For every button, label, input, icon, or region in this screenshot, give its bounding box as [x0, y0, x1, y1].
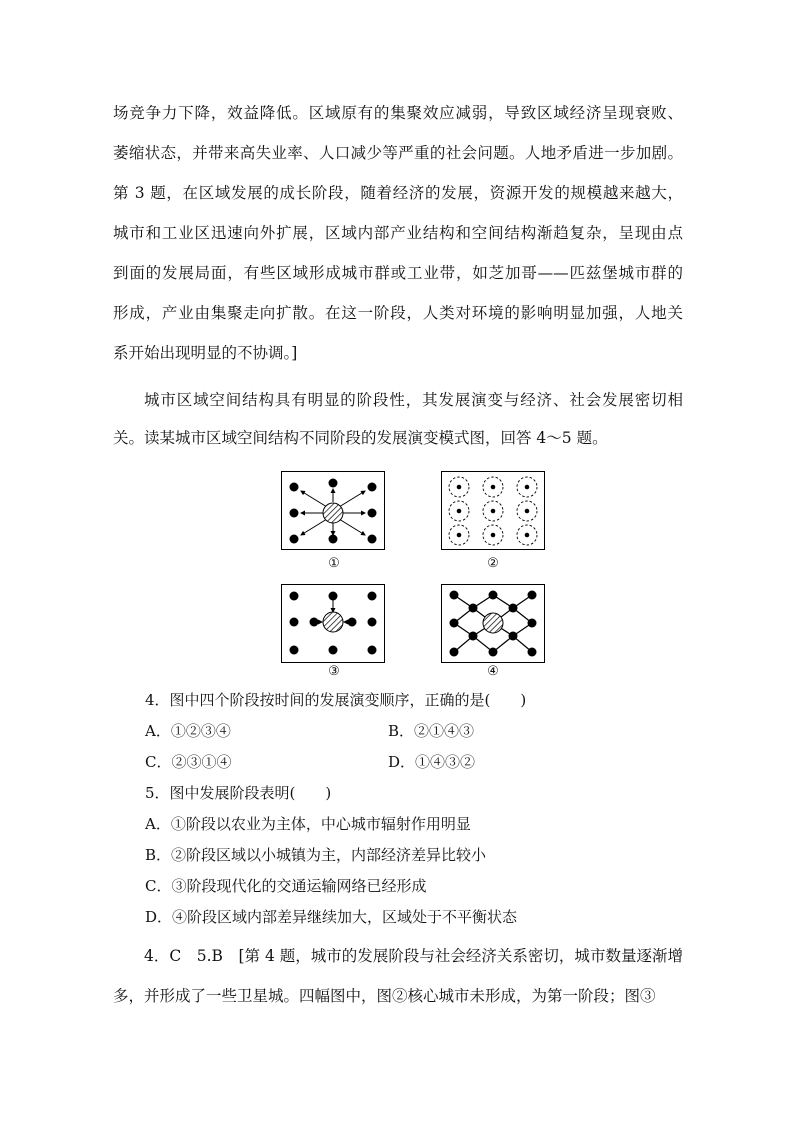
text-line: 场竞争力下降，效益降低。区域原有的集聚效应减弱，导致区域经济呈现衰败、: [113, 104, 683, 122]
text-line: 到面的发展局面，有些区域形成城市群或工业带，如芝加哥——匹兹堡城市群的: [113, 264, 683, 282]
text-line: 城市区域空间结构具有明显的阶段性，其发展演变与经济、社会发展密切相: [144, 391, 683, 409]
q5-option-d[interactable]: D．④阶段区域内部差异继续加大，区域处于不平衡状态: [145, 908, 518, 926]
q4-option-b[interactable]: B．②①④③: [388, 722, 475, 740]
question-5-stem: 5．图中发展阶段表明( ): [145, 784, 332, 802]
figure-label-1: ①: [328, 556, 340, 571]
text-line: 多，并形成了一些卫星城。四幅图中，图②核心城市未形成，为第一阶段；图③: [113, 987, 656, 1005]
q5-option-c[interactable]: C．③阶段现代化的交通运输网络已经形成: [145, 877, 427, 895]
figure-label-4: ④: [487, 664, 499, 679]
text-line: 第 3 题，在区域发展的成长阶段，随着经济的发展，资源开发的规模越来越大，: [113, 184, 683, 202]
question-4-stem: 4．图中四个阶段按时间的发展演变顺序，正确的是( ): [145, 691, 527, 709]
figure-label-2: ②: [487, 556, 499, 571]
diagram-stage-1: [281, 471, 385, 550]
text-line: 萎缩状态，并带来高失业率、人口减少等严重的社会问题。人地矛盾进一步加剧。: [113, 144, 683, 162]
diagram-stage-4: [441, 584, 545, 663]
question-intro: [113, 381, 683, 457]
q5-option-b[interactable]: B．②阶段区域以小城镇为主，内部经济差异比较小: [145, 846, 487, 864]
q5-option-a[interactable]: A．①阶段以农业为主体，中心城市辐射作用明显: [145, 815, 471, 833]
text-line: 系开始出现明显的不协调。]: [113, 344, 298, 362]
text-line: 4．C 5.B [第 4 题，城市的发展阶段与社会经济关系密切，城市数量逐渐增: [144, 947, 683, 965]
text-line: 关。读某城市区域空间结构不同阶段的发展演变模式图，回答 4～5 题。: [113, 429, 608, 447]
answer-explanation: [113, 936, 683, 1016]
diagram-stage-3: [281, 584, 385, 663]
q4-option-a[interactable]: A．①②③④: [145, 722, 231, 740]
q4-option-c[interactable]: C．②③①④: [145, 753, 232, 771]
text-line: 城市和工业区迅速向外扩展，区域内部产业结构和空间结构渐趋复杂，呈现由点: [113, 224, 683, 242]
figure-label-3: ③: [328, 664, 340, 679]
text-line: 形成，产业由集聚走向扩散。在这一阶段，人类对环境的影响明显加强，人地关: [113, 304, 683, 322]
diagram-stage-2: [441, 471, 545, 550]
previous-answer-paragraph: [113, 93, 683, 373]
q4-option-d[interactable]: D．①④③②: [388, 753, 476, 771]
